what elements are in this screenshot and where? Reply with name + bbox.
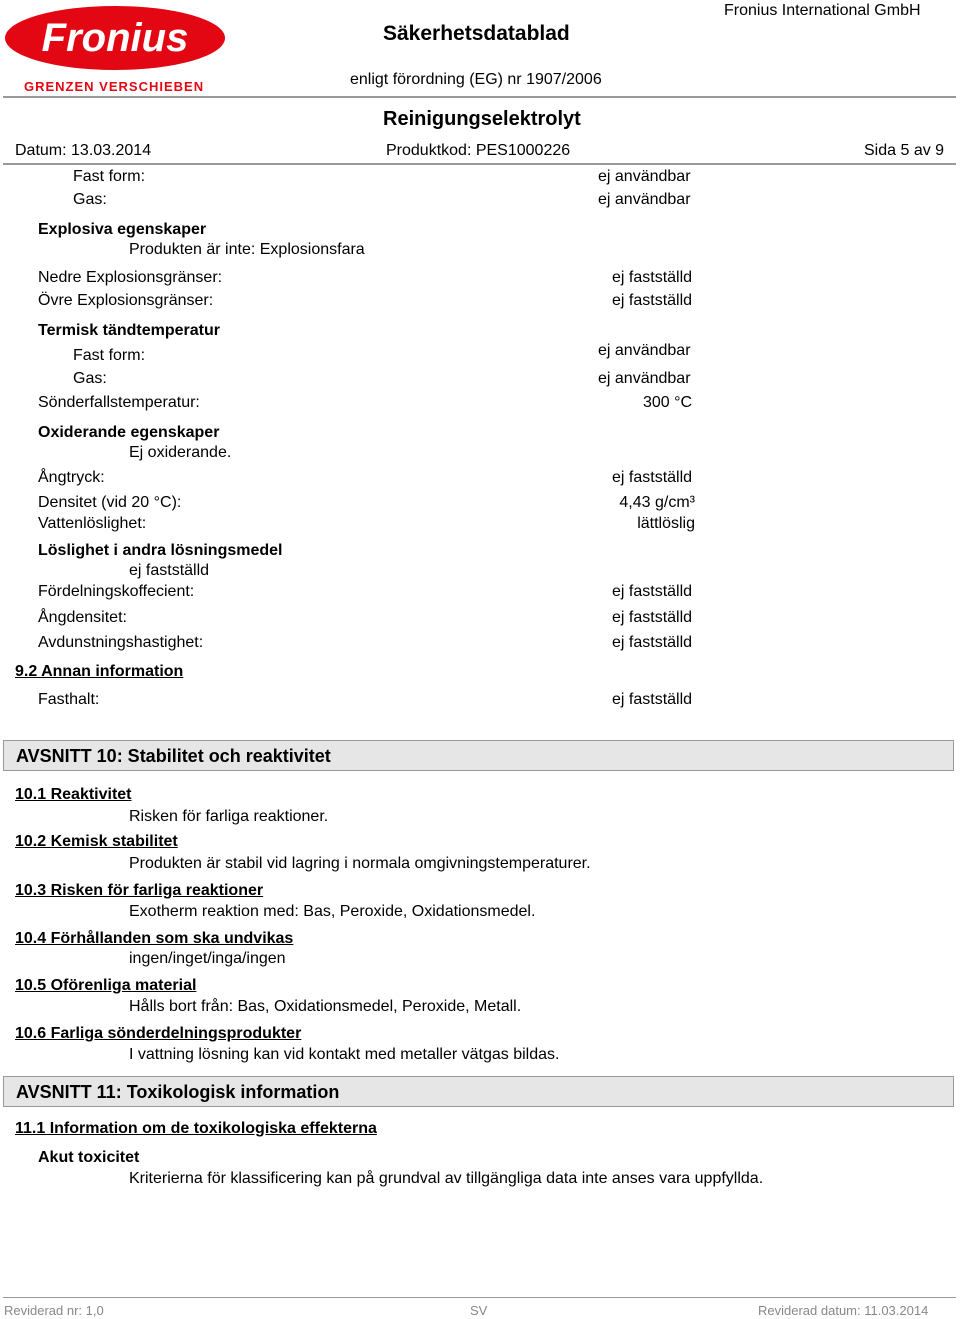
decomposition-label: Sönderfallstemperatur: bbox=[38, 394, 200, 411]
upper-explosion-value: ej fastställd bbox=[612, 292, 693, 309]
ignition-gas-value: ej användbar bbox=[598, 370, 691, 387]
evaporation-value: ej fastställd bbox=[612, 634, 693, 651]
reactivity-text: Risken för farliga reaktioner. bbox=[129, 808, 329, 825]
fronius-logo-graphic bbox=[4, 4, 226, 94]
lower-explosion-value: ej fastställd bbox=[612, 269, 693, 286]
section-10-title: AVSNITT 10: Stabilitet och reaktivitet bbox=[16, 746, 331, 766]
footer-revision-date: Reviderad datum: 11.03.2014 bbox=[758, 1303, 929, 1318]
explosive-heading: Explosiva egenskaper bbox=[38, 221, 207, 238]
water-solubility-value: lättlöslig bbox=[637, 515, 695, 532]
incompatible-materials-text: Hålls bort från: Bas, Oxidationsmedel, Peroxide, Metall. bbox=[129, 998, 522, 1015]
hazardous-reactions-heading: 10.3 Risken för farliga reaktioner bbox=[15, 882, 264, 899]
logo-wordmark: Fronius bbox=[41, 16, 189, 60]
gas-value: ej användbar bbox=[598, 191, 691, 208]
chemical-stability-text: Produkten är stabil vid lagring i normala omgivningstemperaturer. bbox=[129, 855, 591, 872]
company-name: Fronius International GmbH bbox=[724, 2, 921, 19]
density-value: 4,43 g/cm³ bbox=[619, 494, 695, 511]
gas-label: Gas: bbox=[73, 191, 107, 208]
vapour-density-value: ej fastställd bbox=[612, 609, 693, 626]
logo-tagline: GRENZEN VERSCHIEBEN bbox=[24, 79, 205, 94]
ignition-fast-form-label: Fast form: bbox=[73, 347, 146, 364]
page-number: Sida 5 av 9 bbox=[864, 142, 945, 159]
lower-explosion-label: Nedre Explosionsgränser: bbox=[38, 269, 223, 286]
footer-language: SV bbox=[470, 1303, 488, 1318]
decomposition-products-heading: 10.6 Farliga sönderdelningsprodukter bbox=[15, 1025, 302, 1042]
fronius-logo bbox=[4, 4, 226, 94]
water-solubility-label: Vattenlöslighet: bbox=[38, 515, 147, 532]
doc-date: Datum: 13.03.2014 bbox=[15, 142, 152, 159]
oxidising-heading: Oxiderande egenskaper bbox=[38, 424, 220, 441]
vapour-density-label: Ångdensitet: bbox=[38, 609, 127, 626]
footer-revision: Reviderad nr: 1,0 bbox=[4, 1303, 104, 1318]
density-label: Densitet (vid 20 °C): bbox=[38, 494, 182, 511]
evaporation-label: Avdunstningshastighet: bbox=[38, 634, 204, 651]
section-11-title: AVSNITT 11: Toxikologisk information bbox=[16, 1082, 340, 1102]
reactivity-heading: 10.1 Reaktivitet bbox=[15, 786, 132, 803]
vapour-pressure-label: Ångtryck: bbox=[38, 469, 105, 486]
explosive-text: Produkten är inte: Explosionsfara bbox=[129, 241, 365, 258]
product-name: Reinigungselektrolyt bbox=[383, 108, 581, 130]
header-rule-bottom bbox=[3, 163, 956, 165]
upper-explosion-label: Övre Explosionsgränser: bbox=[38, 292, 214, 309]
doc-title: Säkerhetsdatablad bbox=[383, 22, 570, 45]
acute-toxicity-heading: Akut toxicitet bbox=[38, 1149, 140, 1166]
solids-value: ej fastställd bbox=[612, 691, 693, 708]
decomposition-value: 300 °C bbox=[643, 394, 693, 411]
partition-label: Fördelningskoffecient: bbox=[38, 583, 195, 600]
decomposition-products-text: I vattning lösning kan vid kontakt med metaller vätgas bildas. bbox=[129, 1046, 560, 1063]
conditions-avoid-text: ingen/inget/inga/ingen bbox=[129, 950, 286, 967]
vapour-pressure-value: ej fastställd bbox=[612, 469, 693, 486]
solubility-heading: Löslighet i andra lösningsmedel bbox=[38, 542, 283, 559]
acute-toxicity-text: Kriterierna för klassificering kan på grundval av tillgängliga data inte anses vara uppfyllda. bbox=[129, 1170, 764, 1187]
conditions-avoid-heading: 10.4 Förhållanden som ska undvikas bbox=[15, 930, 294, 947]
section-10-bar bbox=[3, 740, 954, 771]
incompatible-materials-heading: 10.5 Oförenliga material bbox=[15, 977, 197, 994]
hazardous-reactions-text: Exotherm reaktion med: Bas, Peroxide, Oxidationsmedel. bbox=[129, 903, 536, 920]
toxicology-info-heading: 11.1 Information om de toxikologiska effekterna bbox=[15, 1120, 377, 1137]
partition-value: ej fastställd bbox=[612, 583, 693, 600]
product-code: Produktkod: PES1000226 bbox=[386, 142, 571, 159]
ignition-gas-label: Gas: bbox=[73, 370, 107, 387]
chemical-stability-heading: 10.2 Kemisk stabilitet bbox=[15, 833, 178, 850]
ignition-fast-form-value: ej användbar bbox=[598, 342, 691, 359]
section-11-bar bbox=[3, 1076, 954, 1107]
regulation: enligt förordning (EG) nr 1907/2006 bbox=[350, 71, 602, 88]
ignition-heading: Termisk tändtemperatur bbox=[38, 322, 220, 339]
fast-form-value: ej användbar bbox=[598, 168, 691, 185]
solids-label: Fasthalt: bbox=[38, 691, 100, 708]
solubility-text: ej fastställd bbox=[129, 562, 210, 579]
fast-form-label: Fast form: bbox=[73, 168, 146, 185]
oxidising-text: Ej oxiderande. bbox=[129, 444, 232, 461]
footer-rule bbox=[3, 1297, 956, 1298]
header-rule-top bbox=[3, 96, 956, 98]
other-info-heading: 9.2 Annan information bbox=[15, 663, 184, 680]
